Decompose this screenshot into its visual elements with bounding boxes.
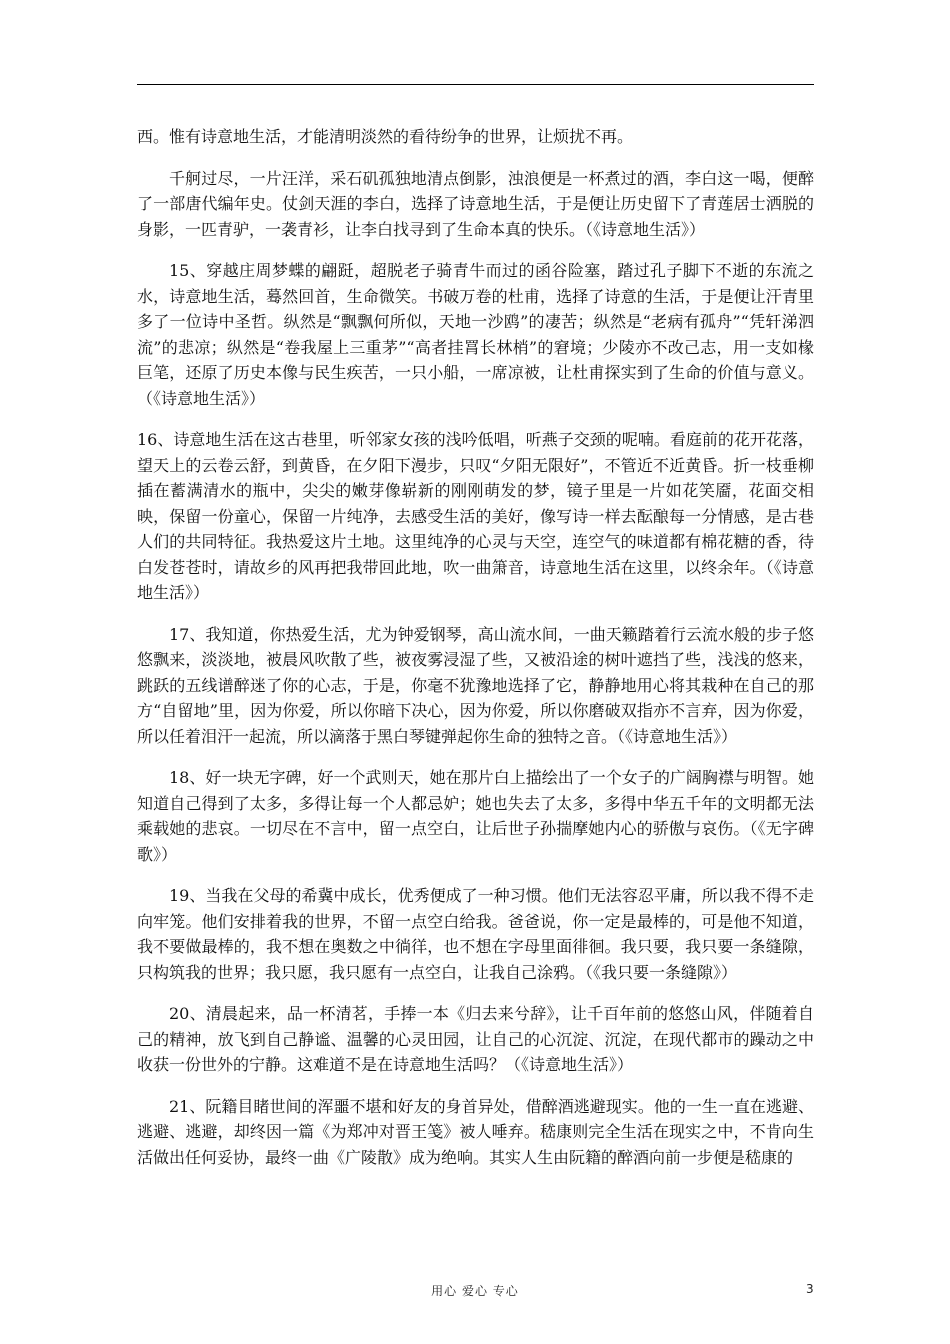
paragraph-16: 16、诗意地生活在这古巷里，听邻家女孩的浅吟低唱，听燕子交颈的呢喃。看庭前的花开花落，望天上的云卷云舒，到黄昏，在夕阳下漫步，只叹“夕阳无限好”，不管近不近黄昏。折一枝垂柳插在蓄满清水的瓶中，尖尖的嫩芽像崭新的刚刚萌发的梦，镜子里是一片如花笑靥，花面交相映，保留一份童心，保留一片纯净，去感受生活的美好，像写诗一样去酝酿每一分情感，是古巷人们的共同特征。我热爱这片土地。这里纯净的心灵与天空，连空气的味道都有棉花糖的香，待白发苍苍时，请故乡的风再把我带回此地，吹一曲箫音，诗意地生活在这里，以终余年。（《诗意地生活》） (137, 430, 814, 602)
paragraph-19: 19、当我在父母的希冀中成长，优秀便成了一种习惯。他们无法容忍平庸，所以我不得不走向牢笼。他们安排着我的世界，不留一点空白给我。爸爸说，你一定是最棒的，可是他不知道，我不要做最棒的，我不想在奥数之中徜徉，也不想在字母里面徘徊。我只要，我只要一条缝隙，只构筑我的世界；我只愿，我只愿有一点空白，让我自己涂鸦。（《我只要一条缝隙》） (137, 886, 814, 982)
paragraph-gap (137, 749, 814, 765)
page-number: 3 (806, 1282, 814, 1296)
paragraph-15: 15、穿越庄周梦蝶的翩跹，超脱老子骑青牛而过的函谷险塞，踏过孔子脚下不逝的东流之水，诗意地生活，蓦然回首，生命微笑。书破万卷的杜甫，选择了诗意的生活，于是便让汗青里多了一位诗中圣哲。纵然是“飘飘何所似，天地一沙鸥”的凄苦；纵然是“老病有孤舟”“凭轩涕泗流”的悲凉；纵然是“卷我屋上三重茅”“高者挂罥长林梢”的窘境；少陵亦不改己志，用一支如椽巨笔，还原了历史本像与民生疾苦，一只小船，一席凉被，让杜甫探实到了生命的价值与意义。（《诗意地生活》） (137, 261, 814, 408)
paragraph-21: 21、阮籍目睹世间的浑噩不堪和好友的身首异处，借醉酒逃避现实。他的一生一直在逃避、逃避、逃避，却终因一篇《为郑冲对晋王笺》被人唾弃。嵇康则完全生活在现实之中，不肯向生活做出任何妥协，最终一曲《广陵散》成为绝响。其实人生由阮籍的醉酒向前一步便是嵇康的 (137, 1096, 814, 1167)
paragraph-gap (137, 242, 814, 258)
paragraph-gap (137, 150, 814, 166)
paragraph-continuation: 西。惟有诗意地生活，才能清明淡然的看待纷争的世界，让烦扰不再。 (137, 127, 634, 146)
paragraph-20: 20、清晨起来，品一杯清茗，手捧一本《归去来兮辞》，让千百年前的悠悠山风，伴随着自己的精神，放飞到自己静谧、温馨的心灵田园，让自己的心沉淀、沉淀，在现代都市的躁动之中收获一份世外的宁静。这难道不是在诗意地生活吗？（《诗意地生活》） (137, 1004, 814, 1074)
header-rule (137, 84, 814, 85)
paragraph-gap (137, 411, 814, 427)
paragraph-18: 18、好一块无字碑，好一个武则天，她在那片白上描绘出了一个女子的广阔胸襟与明智。她知道自己得到了太多，多得让每一个人都忌妒；她也失去了太多，多得中华五千年的文明都无法乘载她的悲哀。一切尽在不言中，留一点空白，让后世子孙揣摩她内心的骄傲与哀伤。（《无字碑歌》） (137, 768, 814, 864)
paragraph-li-bai: 千舸过尽，一片汪洋，采石矶孤独地清点倒影，浊浪便是一杯煮过的酒，李白这一喝，便醉了一部唐代编年史。仗剑天涯的李白，选择了诗意地生活，于是便让历史留下了青莲居士洒脱的身影，一匹青驴，一袭青衫，让李白找寻到了生命本真的快乐。（《诗意地生活》） (137, 168, 814, 239)
paragraph-gap (137, 867, 814, 883)
document-body (137, 124, 814, 1170)
paragraph-17: 17、我知道，你热爱生活，尤为钟爱钢琴，高山流水间，一曲天籁踏着行云流水般的步子悠悠飘来，淡淡地，被晨风吹散了些，被夜雾浸湿了些，又被沿途的树叶遮挡了些，浅浅的悠来，跳跃的五线谱醉迷了你的心志，于是，你毫不犹豫地选择了它，静静地用心将其栽种在自己的那方“自留地”里，因为你爱，所以你暗下决心，因为你爱，所以你磨破双指亦不言弃，因为你爱，所以任着泪汗一起流，所以滴落于黑白琴键弹起你生命的独特之音。（《诗意地生活》） (137, 624, 814, 746)
paragraph-gap (137, 985, 814, 1001)
footer-motto: 用心 爱心 专心 (431, 1284, 519, 1298)
paragraph-gap (137, 1078, 814, 1094)
paragraph-gap (137, 606, 814, 622)
